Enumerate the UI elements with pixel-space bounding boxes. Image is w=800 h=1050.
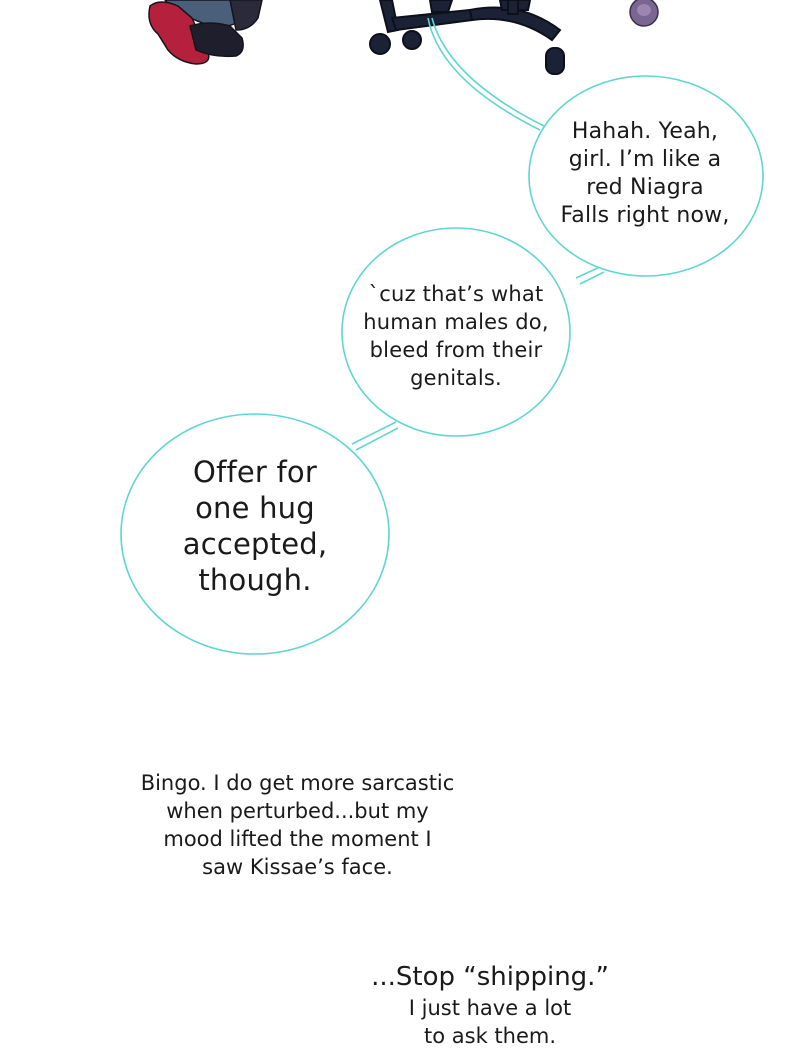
bubble-line: Offer for	[193, 455, 317, 489]
narration-line: mood lifted the moment I	[163, 827, 432, 851]
narration-text-1	[110, 769, 485, 881]
narration-line: saw Kissae’s face.	[202, 855, 393, 879]
bubble-line: human males do,	[363, 310, 549, 334]
speech-bubble-2-text	[345, 280, 567, 392]
bubble-line: bleed from their	[369, 338, 543, 362]
bubble-line: girl. I’m like a	[568, 147, 722, 172]
narration-line: ...Stop “shipping.”	[371, 962, 609, 992]
purple-object-illustration	[630, 0, 658, 26]
bubble-line: accepted,	[182, 527, 328, 561]
bubble-line: Falls right now,	[560, 203, 730, 228]
speech-bubble-1-text	[545, 117, 745, 231]
office-chair-base-illustration	[370, 0, 564, 74]
narration-text-2	[340, 960, 640, 1050]
tail-bubble-1	[428, 18, 540, 130]
legs-and-feet-illustration	[149, 0, 262, 64]
narration-line: I just have a lot	[408, 996, 572, 1020]
narration-line: Bingo. I do get more sarcastic	[140, 771, 455, 795]
bubble-line: though.	[198, 563, 312, 597]
speech-bubble-3-text	[140, 452, 370, 600]
bubble-line: genitals.	[410, 366, 502, 390]
narration-line: to ask them.	[424, 1024, 556, 1048]
narration-line: when perturbed...but my	[166, 799, 429, 823]
bubble-line: Hahah. Yeah,	[571, 119, 719, 144]
bubble-line: red Niagra	[586, 175, 704, 200]
bubble-line: one hug	[195, 491, 315, 525]
bubble-line: `cuz that’s what	[368, 282, 544, 306]
